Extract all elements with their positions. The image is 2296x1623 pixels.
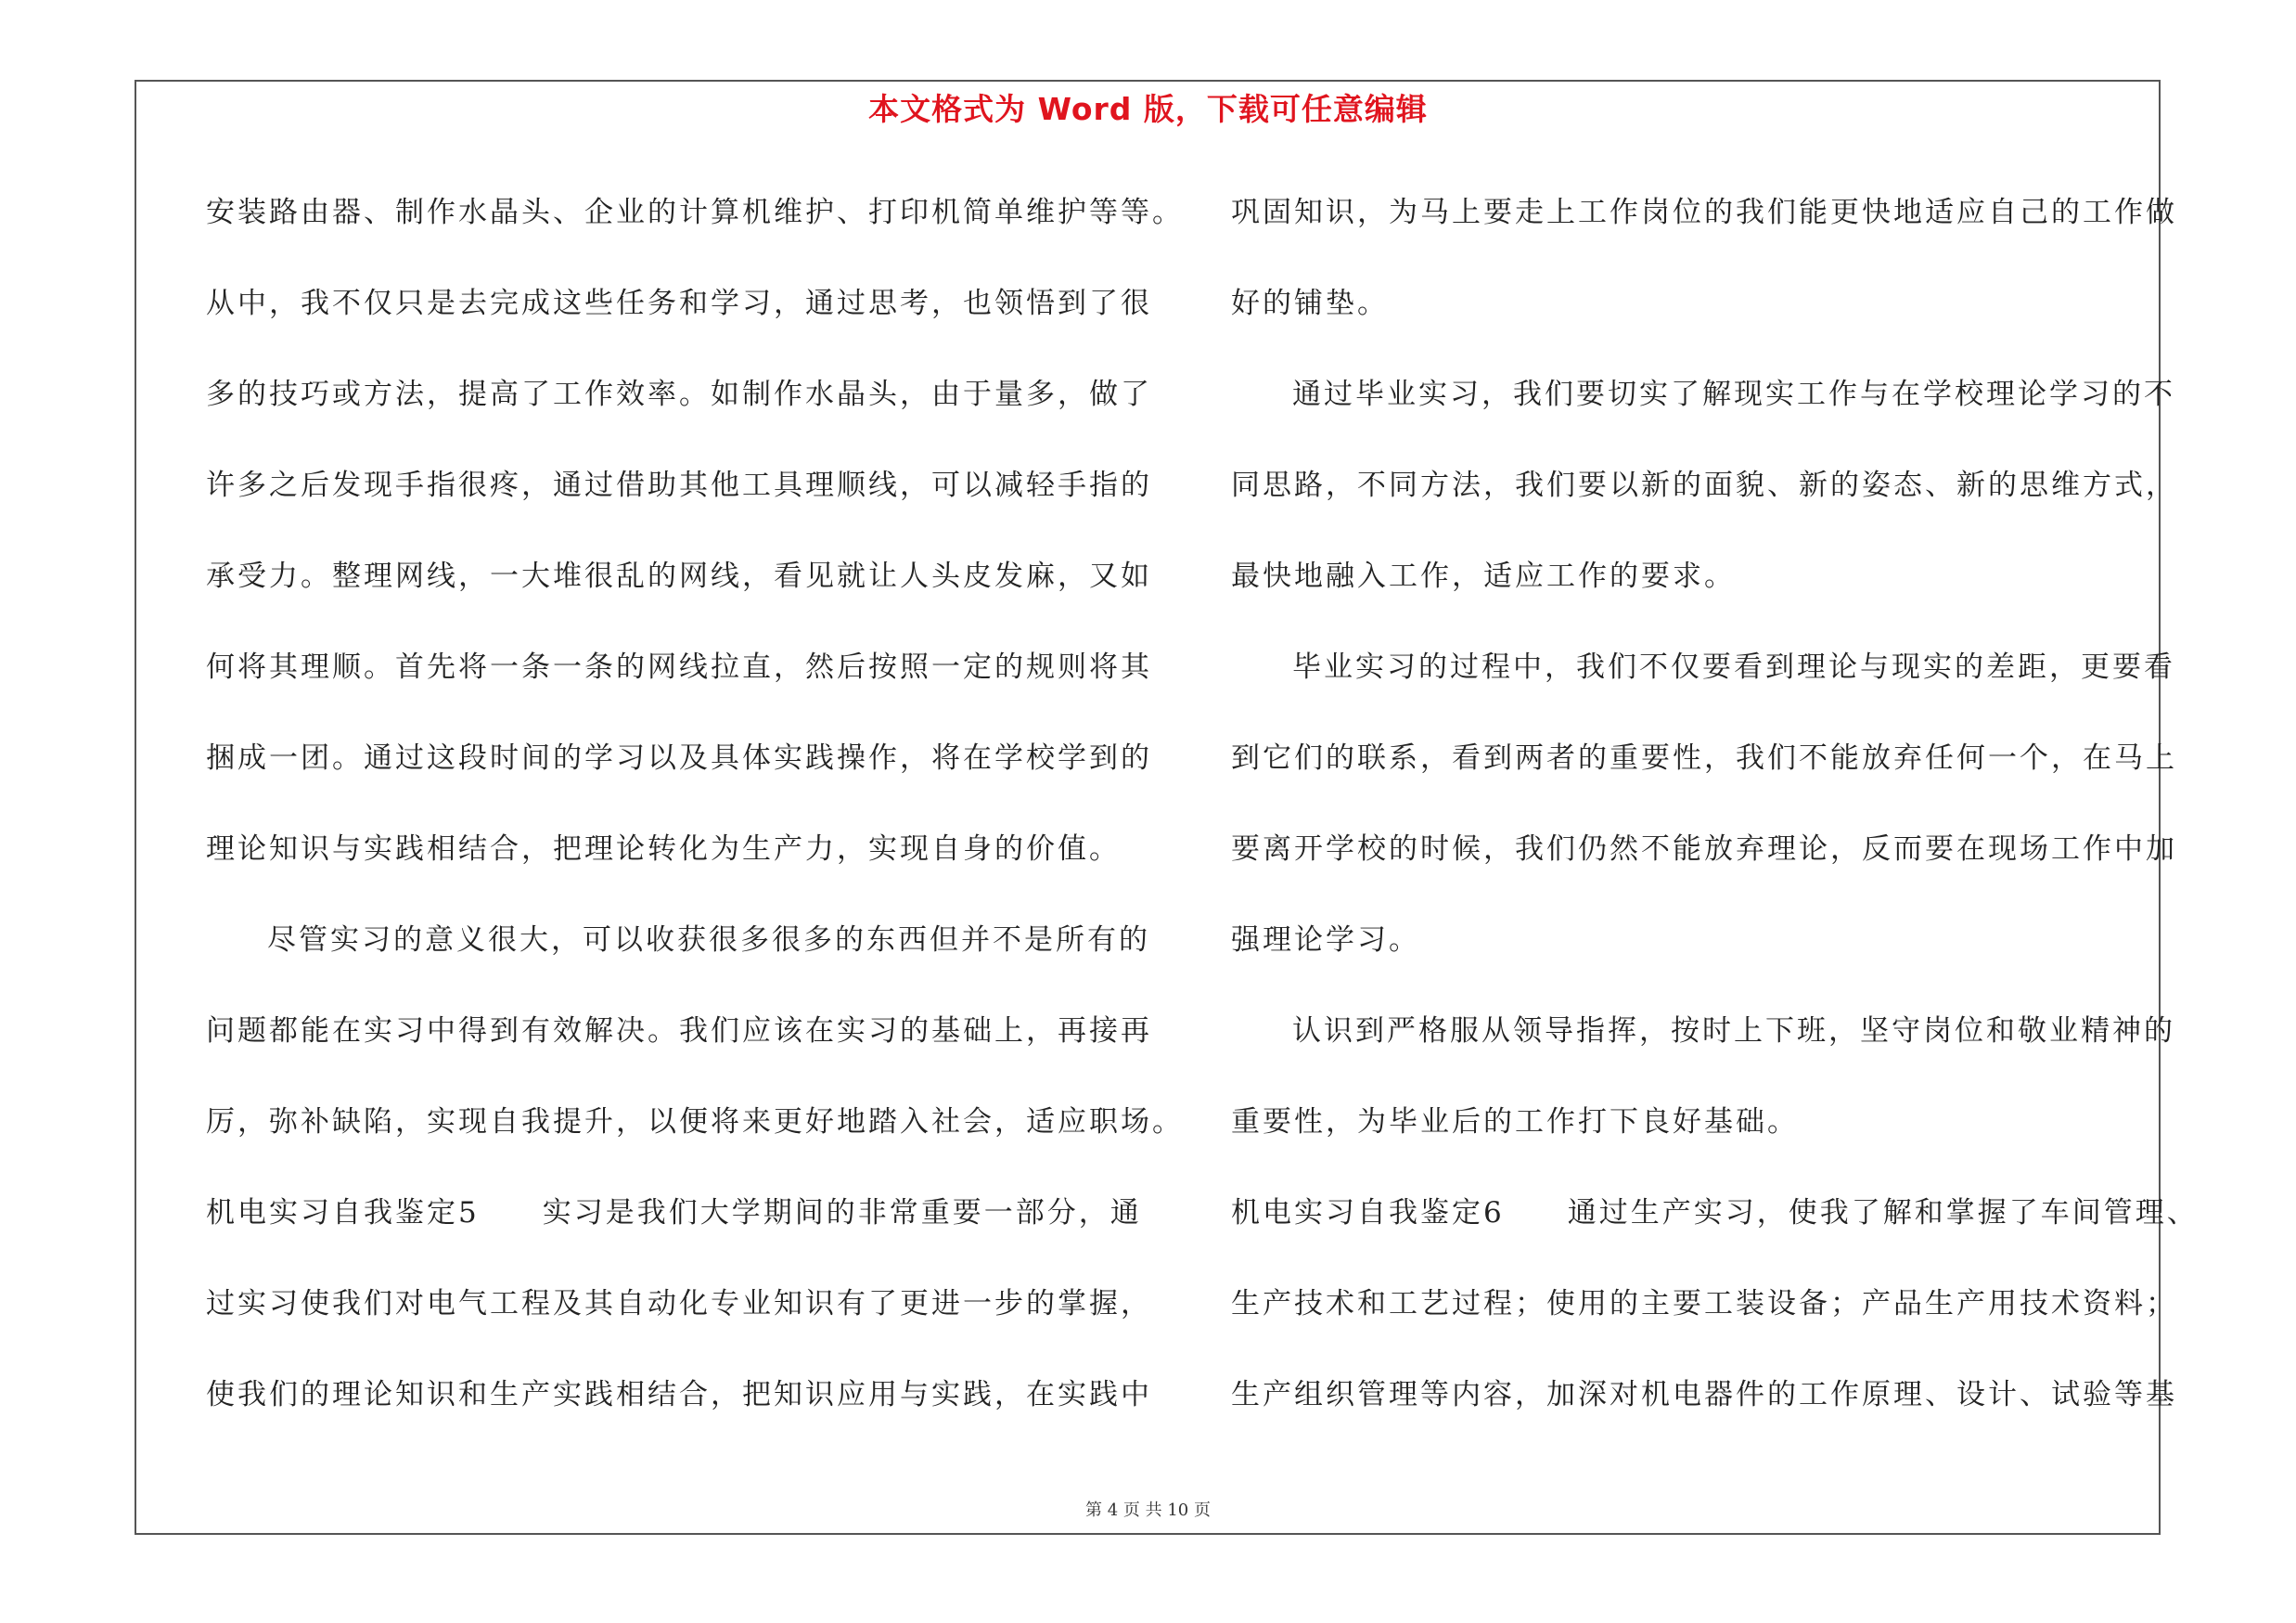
text-line: 承受力。整理网线，一大堆很乱的网线，看见就让人头皮发麻，又如 xyxy=(206,560,1152,593)
text-line: 最快地融入工作，适应工作的要求。 xyxy=(1231,560,1736,593)
text-line: 多的技巧或方法，提高了工作效率。如制作水晶头，由于量多，做了 xyxy=(206,378,1152,411)
text-line: 强理论学习。 xyxy=(1231,923,1420,957)
text-line: 毕业实习的过程中，我们不仅要看到理论与现实的差距，更要看 xyxy=(1292,650,2175,684)
page-number: 第 4 页 共 10 页 xyxy=(1085,1501,1211,1520)
text-line: 许多之后发现手指很疼，通过借助其他工具理顺线，可以减轻手指的 xyxy=(206,469,1152,502)
text-line: 过实习使我们对电气工程及其自动化专业知识有了更进一步的掌握， xyxy=(206,1287,1152,1320)
left-column xyxy=(206,184,1184,1457)
right-column xyxy=(1231,184,2199,1457)
text-line: 巩固知识，为马上要走上工作岗位的我们能更快地适应自己的工作做 xyxy=(1231,196,2177,229)
text-line: 通过毕业实习，我们要切实了解现实工作与在学校理论学习的不 xyxy=(1292,378,2175,411)
text-line: 问题都能在实习中得到有效解决。我们应该在实习的基础上，再接再 xyxy=(206,1014,1152,1048)
text-line: 到它们的联系，看到两者的重要性，我们不能放弃任何一个，在马上 xyxy=(1231,741,2177,775)
text-line: 生产组织管理等内容，加深对机电器件的工作原理、设计、试验等基 xyxy=(1231,1378,2177,1411)
section-heading-line: 机电实习自我鉴定6 通过生产实习，使我了解和掌握了车间管理、 xyxy=(1231,1196,2199,1230)
text-line: 安装路由器、制作水晶头、企业的计算机维护、打印机简单维护等等。 xyxy=(206,196,1184,229)
format-banner: 本文格式为 Word 版，下载可任意编辑 xyxy=(868,91,1428,127)
text-line: 生产技术和工艺过程；使用的主要工装设备；产品生产用技术资料； xyxy=(1231,1287,2177,1320)
text-line: 同思路，不同方法，我们要以新的面貌、新的姿态、新的思维方式， xyxy=(1231,469,2177,502)
text-line: 从中，我不仅只是去完成这些任务和学习，通过思考，也领悟到了很 xyxy=(206,287,1152,320)
text-line: 重要性，为毕业后的工作打下良好基础。 xyxy=(1231,1105,1799,1139)
text-line: 好的铺垫。 xyxy=(1231,287,1389,320)
text-line: 捆成一团。通过这段时间的学习以及具体实践操作，将在学校学到的 xyxy=(206,741,1152,775)
text-line: 厉，弥补缺陷，实现自我提升，以便将来更好地踏入社会，适应职场。 xyxy=(206,1105,1184,1139)
text-line: 何将其理顺。首先将一条一条的网线拉直，然后按照一定的规则将其 xyxy=(206,650,1152,684)
text-line: 认识到严格服从领导指挥，按时上下班，坚守岗位和敬业精神的 xyxy=(1292,1014,2175,1048)
section-heading-line: 机电实习自我鉴定5 实习是我们大学期间的非常重要一部分，通 xyxy=(206,1196,1142,1230)
text-line: 要离开学校的时候，我们仍然不能放弃理论，反而要在现场工作中加 xyxy=(1231,832,2177,866)
text-line: 使我们的理论知识和生产实践相结合，把知识应用与实践，在实践中 xyxy=(206,1378,1152,1411)
text-line: 尽管实习的意义很大，可以收获很多很多的东西但并不是所有的 xyxy=(267,923,1150,957)
text-line: 理论知识与实践相结合，把理论转化为生产力，实现自身的价值。 xyxy=(206,832,1121,866)
